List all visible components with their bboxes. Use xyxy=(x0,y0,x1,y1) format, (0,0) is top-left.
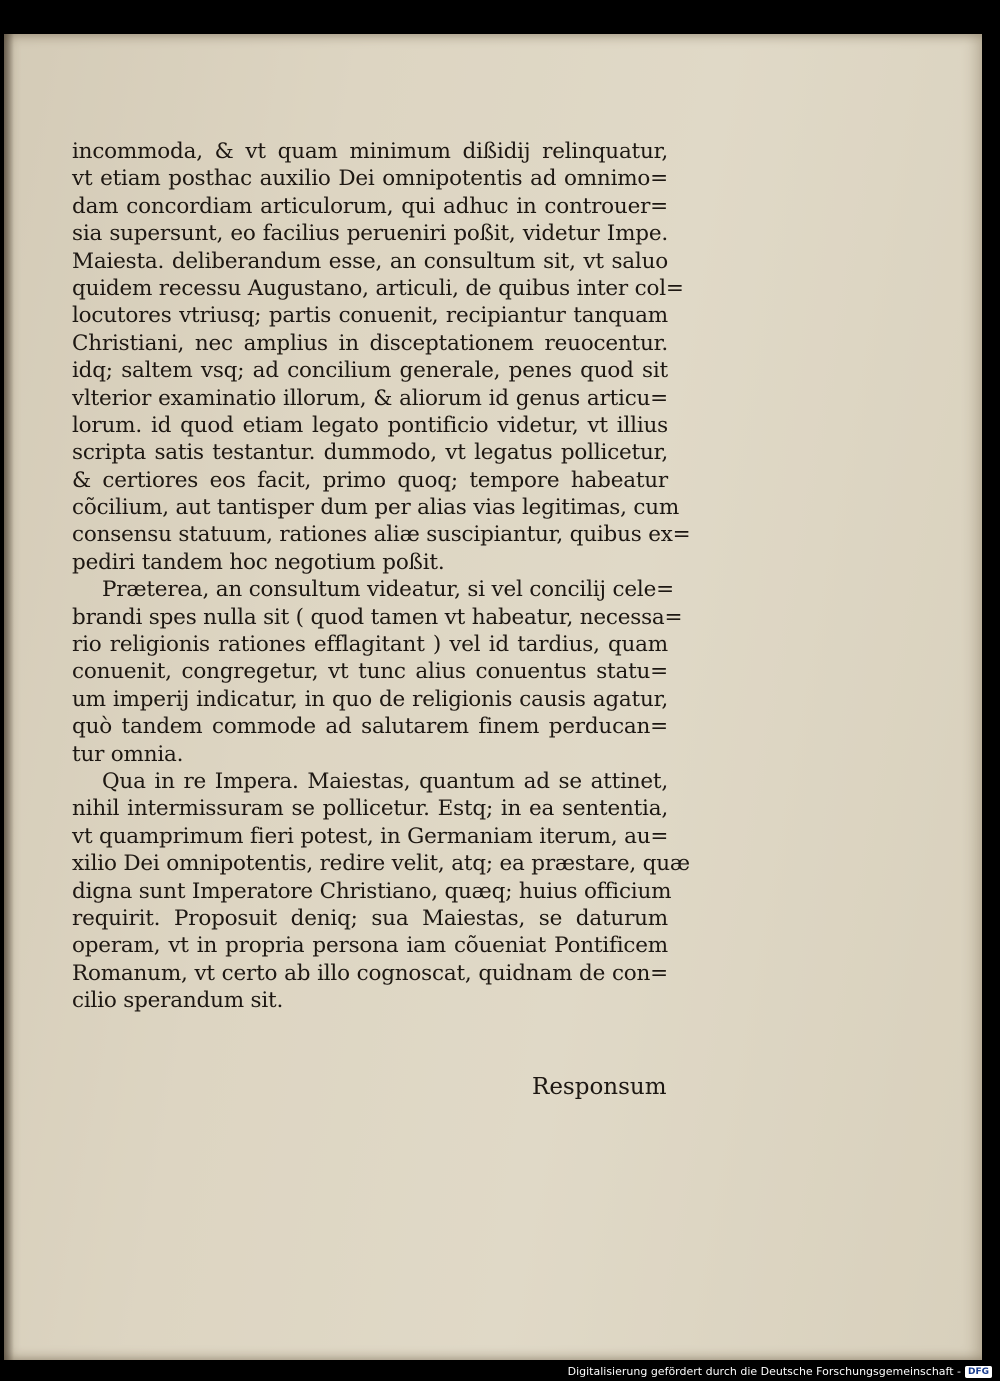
text-line: lorum. id quod etiam legato pontificio videtur, vt illius xyxy=(72,412,668,438)
text-line: Præterea, an consultum videatur, si vel concilij cele= xyxy=(102,577,674,603)
text-line: vt etiam posthac auxilio Dei omnipotentis ad omnimo= xyxy=(72,166,668,192)
text-line: requirit. Proposuit deniq; sua Maiestas, se daturum xyxy=(72,905,668,931)
dfg-logo: DFG xyxy=(965,1366,992,1378)
text-line: idq; saltem vsq; ad concilium generale, penes quod sit xyxy=(72,358,668,384)
text-line: rio religionis rationes efflagitant ) vel id tardius, quam xyxy=(72,632,668,658)
text-line: Maiesta. deliberandum esse, an consultum sit, vt saluo xyxy=(72,248,668,274)
catchword: Responsum xyxy=(532,1074,667,1100)
text-line: Christiani, nec amplius in disceptationem reuocentur. xyxy=(72,330,668,356)
text-line: locutores vtriusq; partis conuenit, recipiantur tanquam xyxy=(72,303,668,329)
book-page xyxy=(4,34,982,1360)
text-line: cilio sperandum sit. xyxy=(72,988,284,1014)
text-line: incommoda, & vt quam minimum dißidij relinquatur, xyxy=(72,139,668,164)
text-line: cõcilium, aut tantisper dum per alias vias legitimas, cum xyxy=(72,495,680,521)
text-line: pediri tandem hoc negotium poßit. xyxy=(72,549,445,575)
text-line: scripta satis testantur. dummodo, vt legatus pollicetur, xyxy=(72,440,668,466)
text-line: dam concordiam articulorum, qui adhuc in controuer= xyxy=(72,193,668,219)
text-line: quò tandem commode ad salutarem finem perducan= xyxy=(72,714,668,740)
text-line: tur omnia. xyxy=(72,741,184,767)
text-line: vt quamprimum fieri potest, in Germaniam iterum, au= xyxy=(72,823,669,849)
text-line: conuenit, congregetur, vt tunc alius conuentus statu= xyxy=(72,659,668,685)
text-line: um imperij indicatur, in quo de religionis causis agatur, xyxy=(72,686,668,712)
text-line: sia supersunt, eo facilius perueniri poßit, videtur Impe. xyxy=(72,221,668,247)
text-line: brandi spes nulla sit ( quod tamen vt habeatur, necessa= xyxy=(72,604,683,630)
text-line: consensu statuum, rationes aliæ suscipiantur, quibus ex= xyxy=(72,522,691,548)
body-text xyxy=(72,138,691,1015)
text-line: xilio Dei omnipotentis, redire velit, atq; ea præstare, quæ xyxy=(72,851,690,877)
text-line: nihil intermissuram se pollicetur. Estq; in ea sententia, xyxy=(72,796,668,822)
text-line: & certiores eos facit, primo quoq; tempore habeatur xyxy=(72,467,668,493)
digitization-credit xyxy=(568,1365,992,1378)
text-line: Qua in re Impera. Maiestas, quantum ad se attinet, xyxy=(102,768,668,794)
text-line: digna sunt Imperatore Christiano, quæq; huius officium xyxy=(72,878,672,904)
text-line: Romanum, vt certo ab illo cognoscat, quidnam de con= xyxy=(72,960,668,986)
text-line: quidem recessu Augustano, articuli, de quibus inter col= xyxy=(72,275,684,301)
text-line: operam, vt in propria persona iam cõueniat Pontificem xyxy=(72,933,668,959)
credit-text: Digitalisierung gefördert durch die Deutsche Forschungsgemeinschaft - xyxy=(567,1365,961,1378)
text-line: vlterior examinatio illorum, & aliorum id genus articu= xyxy=(72,385,668,411)
